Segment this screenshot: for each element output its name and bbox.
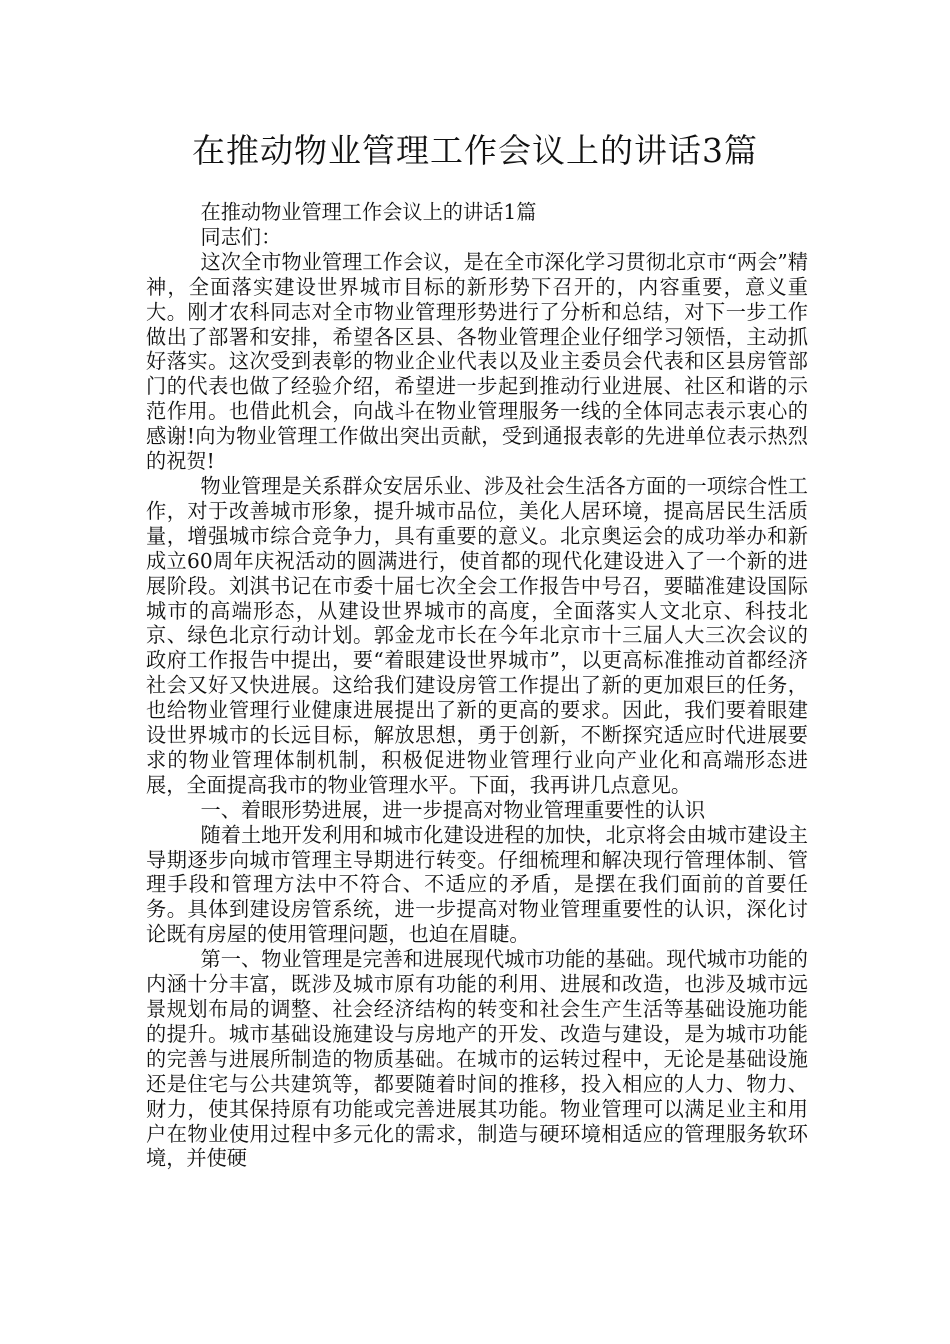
document-body [146, 200, 808, 1171]
paragraph-1: 这次全市物业管理工作会议，是在全市深化学习贯彻北京市“两会”精神，全面落实建设世界城市目标的新形势下召开的，内容重要，意义重大。刚才农科同志对全市物业管理形势进行了分析和总结，对下一步工作做出了部署和安排，希望各区县、各物业管理企业仔细学习领悟，主动抓好落实。这次受到表彰的物业企业代表以及业主委员会代表和区县房管部门的代表也做了经验介绍，希望进一步起到推动行业进展、社区和谐的示范作用。也借此机会，向战斗在物业管理服务一线的全体同志表示衷心的感谢!向为物业管理工作做出突出贡献，受到通报表彰的先进单位表示热烈的祝贺! [146, 249, 808, 474]
document-title: 在推动物业管理工作会议上的讲话3篇 [192, 131, 758, 170]
paragraph-2: 物业管理是关系群众安居乐业、涉及社会生活各方面的一项综合性工作，对于改善城市形象，提升城市品位，美化人居环境，提高居民生活质量，增强城市综合竞争力，具有重要的意义。北京奥运会的成功举办和新成立60周年庆祝活动的圆满进行，使首都的现代化建设进入了一个新的进展阶段。刘淇书记在市委十届七次全会工作报告中号召，要瞄准建设国际城市的高端形态，从建设世界城市的高度，全面落实人文北京、科技北京、绿色北京行动计划。郭金龙市长在今年北京市十三届人大三次会议的政府工作报告中提出，要“着眼建设世界城市”，以更高标准推动首都经济社会又好又快进展。这给我们建设房管工作提出了新的更加艰巨的任务，也给物业管理行业健康进展提出了新的更高的要求。因此，我们要着眼建设世界城市的长远目标，解放思想，勇于创新，不断探究适应时代进展要求的物业管理体制机制，积极促进物业管理行业向产业化和高端形态进展，全面提高我市的物业管理水平。下面，我再讲几点意见。 [146, 473, 808, 797]
paragraph-4: 第一、物业管理是完善和进展现代城市功能的基础。现代城市功能的内涵十分丰富，既涉及城市原有功能的利用、进展和改造，也涉及城市远景规划布局的调整、社会经济结构的转变和社会生产生活等基础设施功能的提升。城市基础设施建设与房地产的开发、改造与建设，是为城市功能的完善与进展所制造的物质基础。在城市的运转过程中，无论是基础设施还是住宅与公共建筑等，都要随着时间的推移，投入相应的人力、物力、财力，使其保持原有功能或完善进展其功能。物业管理可以满足业主和用户在物业使用过程中多元化的需求，制造与硬环境相适应的管理服务软环境，并使硬 [146, 947, 808, 1171]
paragraph-3: 随着土地开发利用和城市化建设进程的加快，北京将会由城市建设主导期逐步向城市管理主导期进行转变。仔细梳理和解决现行管理体制、管理手段和管理方法中不符合、不适应的矛盾，是摆在我们面前的首要任务。具体到建设房管系统，进一步提高对物业管理重要性的认识，深化讨论既有房屋的使用管理问题，也迫在眉睫。 [146, 822, 808, 947]
section-subtitle: 在推动物业管理工作会议上的讲话1篇 [200, 200, 537, 224]
section-heading-1: 一、着眼形势进展，进一步提高对物业管理重要性的认识 [200, 797, 706, 822]
salutation: 同志们： [200, 224, 282, 249]
